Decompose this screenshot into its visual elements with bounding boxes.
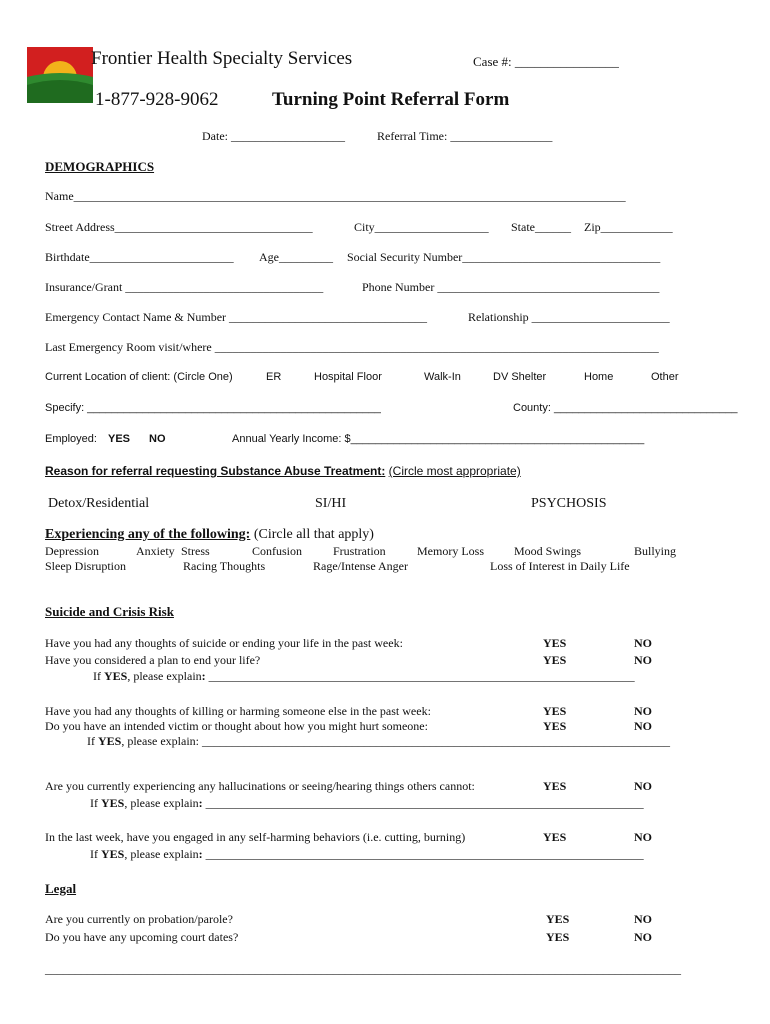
phone-number-field[interactable]: Phone Number _____________________________________ <box>362 280 660 294</box>
question-self-harm: In the last week, have you engaged in any self-harming behaviors (i.e. cutting, burning) <box>45 830 466 844</box>
explain-field-4[interactable]: If YES, please explain: _________________________________________________________________________ <box>90 847 644 861</box>
q1-no-option[interactable]: NO <box>634 636 652 650</box>
q6-yes-option[interactable]: YES <box>543 830 567 844</box>
question-intended-victim: Do you have an intended victim or thought about how you might hurt someone: <box>45 719 428 733</box>
location-option-home[interactable]: Home <box>584 371 614 383</box>
case-number-field[interactable]: Case #: ________________ <box>473 54 619 69</box>
referral-reason-note: (Circle most appropriate) <box>388 464 521 478</box>
organization-logo <box>27 47 93 103</box>
symptom-racing-thoughts[interactable]: Racing Thoughts <box>183 559 266 573</box>
legal-q1-yes-option[interactable]: YES <box>546 912 570 926</box>
q3-yes-option[interactable]: YES <box>543 704 567 718</box>
q1-yes-option[interactable]: YES <box>543 636 567 650</box>
explain-field-2[interactable]: If YES, please explain: ______________________________________________________________________________ <box>87 734 670 748</box>
symptom-anxiety[interactable]: Anxiety <box>136 544 175 558</box>
legal-q1-no-option[interactable]: NO <box>634 912 652 926</box>
question-harm-others: Have you had any thoughts of killing or harming someone else in the past week: <box>45 704 431 718</box>
q2-yes-option[interactable]: YES <box>543 653 567 667</box>
legal-q2-no-option[interactable]: NO <box>634 930 652 944</box>
form-title: Turning Point Referral Form <box>272 89 510 110</box>
symptom-confusion[interactable]: Confusion <box>252 544 303 558</box>
phone-number: 1-877-928-9062 <box>95 89 219 110</box>
q2-no-option[interactable]: NO <box>634 653 652 667</box>
referral-option-psychosis[interactable]: PSYCHOSIS <box>531 496 607 511</box>
referral-option-detox[interactable]: Detox/Residential <box>48 496 150 511</box>
location-option-dv-shelter[interactable]: DV Shelter <box>493 371 547 383</box>
last-er-visit-field[interactable]: Last Emergency Room visit/where __________________________________________________________________________ <box>45 340 659 354</box>
symptom-loss-of-interest[interactable]: Loss of Interest in Daily Life <box>490 559 630 573</box>
symptom-sleep-disruption[interactable]: Sleep Disruption <box>45 559 126 573</box>
bottom-blank-line[interactable]: __________________________________________________________________________________________________________ <box>45 962 681 976</box>
org-name: Frontier Health Specialty Services <box>91 48 353 69</box>
question-hallucinations: Are you currently experiencing any hallucinations or seeing/hearing things others cannot: <box>45 779 475 793</box>
q4-no-option[interactable]: NO <box>634 719 652 733</box>
referral-reason-heading: Reason for referral requesting Substance Abuse Treatment: <box>45 464 386 478</box>
city-field[interactable]: City___________________ <box>354 220 489 234</box>
state-field[interactable]: State______ <box>511 220 571 234</box>
symptom-frustration[interactable]: Frustration <box>333 544 386 558</box>
current-location-label: Current Location of client: (Circle One) <box>45 371 233 383</box>
referral-time-field[interactable]: Referral Time: _________________ <box>377 129 553 143</box>
annual-income-field[interactable]: Annual Yearly Income: $________________________________________________ <box>232 433 645 445</box>
explain-field-1[interactable]: If YES, please explain: _______________________________________________________________________ <box>93 669 635 683</box>
insurance-field[interactable]: Insurance/Grant _________________________________ <box>45 280 324 294</box>
question-court-dates: Do you have any upcoming court dates? <box>45 930 239 944</box>
location-option-other[interactable]: Other <box>651 371 679 383</box>
suicide-risk-heading: Suicide and Crisis Risk <box>45 604 174 619</box>
question-probation: Are you currently on probation/parole? <box>45 912 233 926</box>
street-address-field[interactable]: Street Address_________________________________ <box>45 220 313 234</box>
county-field[interactable]: County: ______________________________ <box>513 402 738 414</box>
employed-label: Employed: <box>45 433 97 445</box>
zip-field[interactable]: Zip____________ <box>584 220 673 234</box>
q5-yes-option[interactable]: YES <box>543 779 567 793</box>
employed-no-option[interactable]: NO <box>149 433 166 445</box>
legal-heading: Legal <box>45 881 77 896</box>
ssn-field[interactable]: Social Security Number_________________________________ <box>347 250 661 264</box>
demographics-heading: DEMOGRAPHICS <box>45 159 155 174</box>
experiencing-heading: Experiencing any of the following: <box>45 527 251 542</box>
question-suicide-thoughts: Have you had any thoughts of suicide or ending your life in the past week: <box>45 636 403 650</box>
question-suicide-plan: Have you considered a plan to end your life? <box>45 653 261 667</box>
emergency-contact-field[interactable]: Emergency Contact Name & Number _________________________________ <box>45 310 428 324</box>
symptom-stress[interactable]: Stress <box>181 544 210 558</box>
date-field[interactable]: Date: ___________________ <box>202 129 345 143</box>
symptom-depression[interactable]: Depression <box>45 544 99 558</box>
q4-yes-option[interactable]: YES <box>543 719 567 733</box>
symptom-mood-swings[interactable]: Mood Swings <box>514 544 582 558</box>
location-option-er[interactable]: ER <box>266 371 282 383</box>
location-option-walk-in[interactable]: Walk-In <box>424 371 461 383</box>
q3-no-option[interactable]: NO <box>634 704 652 718</box>
symptom-bullying[interactable]: Bullying <box>634 544 677 558</box>
employed-yes-option[interactable]: YES <box>108 433 131 445</box>
location-option-hospital-floor[interactable]: Hospital Floor <box>314 371 382 383</box>
specify-field[interactable]: Specify: ________________________________________________ <box>45 402 381 414</box>
name-field[interactable]: Name____________________________________________________________________________________________ <box>45 189 626 203</box>
relationship-field[interactable]: Relationship _______________________ <box>468 310 670 324</box>
legal-q2-yes-option[interactable]: YES <box>546 930 570 944</box>
referral-reason-row <box>45 464 521 478</box>
q6-no-option[interactable]: NO <box>634 830 652 844</box>
referral-option-si-hi[interactable]: SI/HI <box>315 496 347 511</box>
birthdate-field[interactable]: Birthdate________________________ <box>45 250 234 264</box>
experiencing-note: (Circle all that apply) <box>253 527 374 542</box>
symptom-memory-loss[interactable]: Memory Loss <box>417 544 484 558</box>
explain-field-3[interactable]: If YES, please explain: _________________________________________________________________________ <box>90 796 644 810</box>
q5-no-option[interactable]: NO <box>634 779 652 793</box>
experiencing-row <box>45 527 374 543</box>
age-field[interactable]: Age_________ <box>259 250 333 264</box>
symptom-rage[interactable]: Rage/Intense Anger <box>313 559 408 573</box>
